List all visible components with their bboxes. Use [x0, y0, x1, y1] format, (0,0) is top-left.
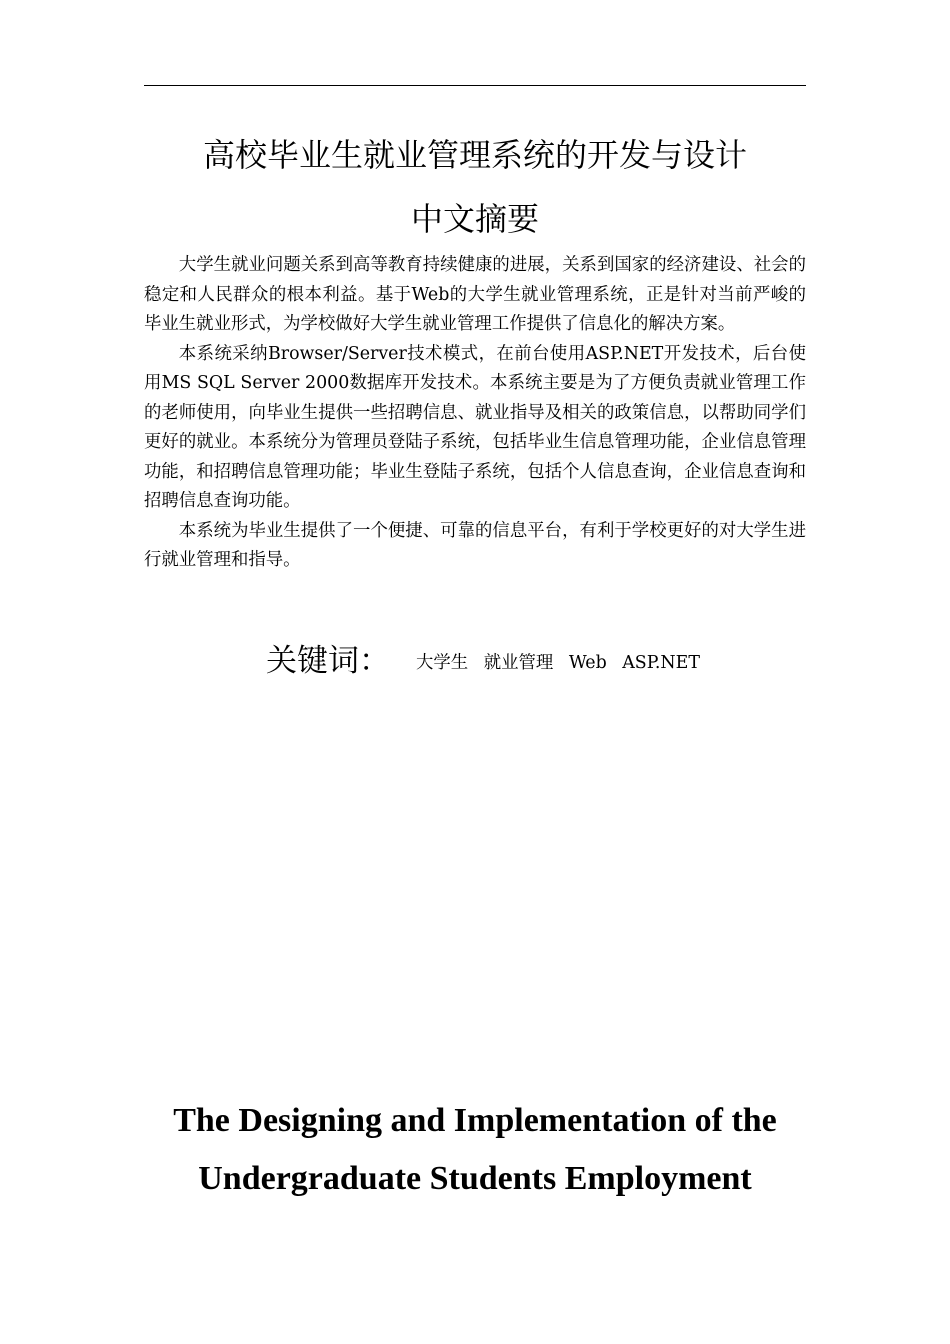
english-title-line-2: Undergraduate Students Employment — [198, 1160, 752, 1197]
chinese-title: 高校毕业生就业管理系统的开发与设计 — [202, 136, 747, 174]
keyword-item: ASP.NET — [622, 653, 700, 673]
abstract-paragraph-3: 本系统为毕业生提供了一个便捷、可靠的信息平台，有利于学校更好的对大学生进行就业管理和指导。 — [144, 520, 806, 570]
keywords-line — [266, 639, 710, 683]
keyword-item: 大学生 — [416, 653, 469, 673]
header-rule — [144, 85, 806, 86]
keywords-label: 关键词： — [266, 643, 390, 679]
abstract-body — [144, 251, 806, 576]
keyword-item: Web — [568, 653, 607, 673]
keyword-item: 就业管理 — [483, 653, 554, 673]
abstract-heading: 中文摘要 — [410, 200, 539, 238]
english-title-line-1: The Designing and Implementation of the — [173, 1102, 777, 1139]
english-title — [0, 1092, 950, 1208]
keywords-list — [416, 637, 710, 685]
abstract-paragraph-1: 大学生就业问题关系到高等教育持续健康的进展，关系到国家的经济建设、社会的稳定和人民群众的根本利益。基于Web的大学生就业管理系统，正是针对当前严峻的毕业生就业形式，为学校做好大学生就业管理工作提供了信息化的解决方案。 — [144, 255, 806, 334]
abstract-paragraph-2: 本系统采纳Browser/Server技术模式，在前台使用ASP.NET开发技术，后台使用MS SQL Server 2000数据库开发技术。本系统主要是为了方便负责就业管理工作的老师使用，向毕业生提供一些招聘信息、就业指导及相关的政策信息，以帮助同学们更好的就业。本系统分为管理员登陆子系统，包括毕业生信息管理功能，企业信息管理功能，和招聘信息管理功能；毕业生登陆子系统，包括个人信息查询，企业信息查询和招聘信息查询功能。 — [144, 343, 806, 511]
